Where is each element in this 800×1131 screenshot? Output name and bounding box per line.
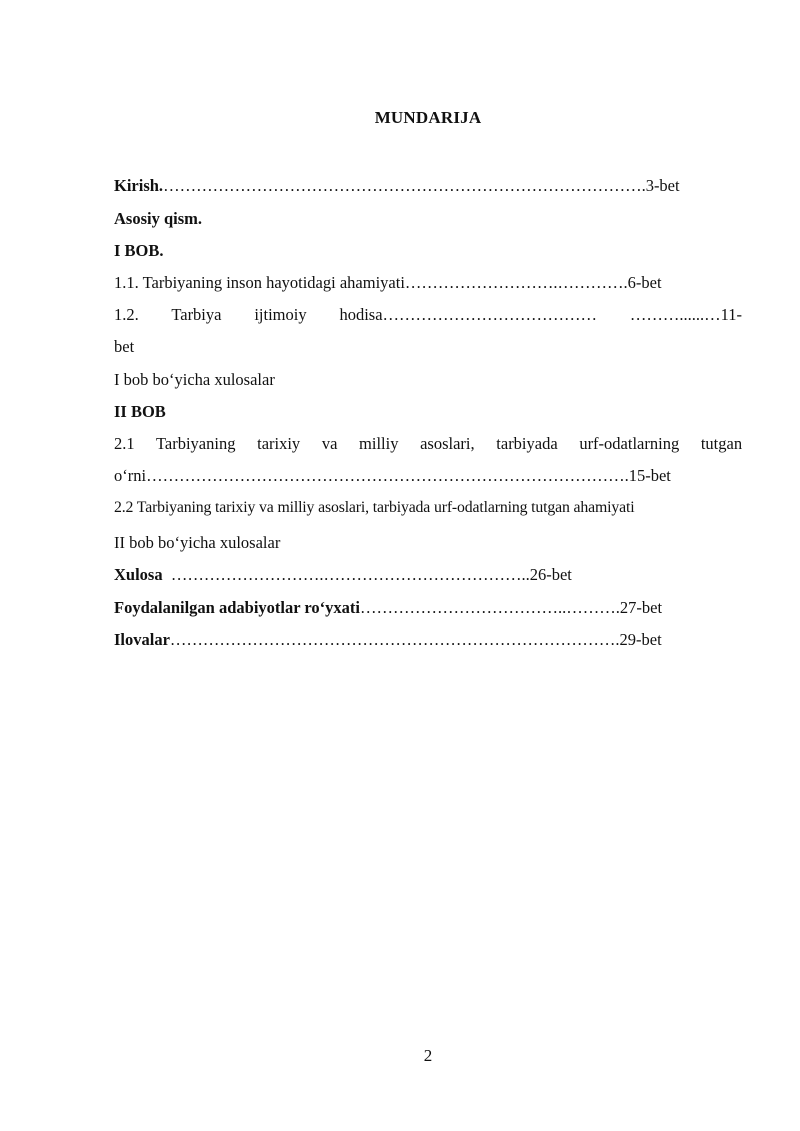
toc-entry-ilovalar (114, 630, 742, 650)
toc-word: va (321, 434, 338, 453)
toc-entry-2-1 (114, 434, 742, 454)
toc-leader-kirish: ……………………………………………………………………………. (163, 176, 646, 195)
page-number: 2 (423, 1046, 433, 1065)
toc-leader-1-1: ……………………….…………. (404, 273, 628, 292)
toc-text-1-1: 1.1. Tarbiyaning inson hayotidagi ahamiyati (114, 273, 405, 292)
toc-page-1-1: 6-bet (627, 273, 662, 292)
toc-entry-1-1 (114, 273, 742, 293)
toc-label-xulosa: Xulosa (114, 565, 163, 584)
toc-word: tarixiy (257, 434, 301, 453)
toc-label-adabiyotlar: Foydalanilgan adabiyotlar ro‘yxati (114, 598, 361, 617)
toc-word: 2.1 (114, 434, 135, 453)
toc-label-ilovalar: Ilovalar (114, 630, 170, 649)
toc-word: 1.2. (114, 305, 139, 324)
toc-text-2-1-cont: o‘rni (114, 466, 147, 485)
toc-word: ijtimoiy (254, 305, 307, 324)
toc-page-xulosa: 26-bet (529, 565, 572, 584)
toc-page-adabiyotlar: 27-bet (619, 598, 663, 617)
toc-word: tutgan (700, 434, 743, 453)
toc-continuation-2-1 (114, 466, 742, 486)
toc-leader-ilovalar: ………………………………………………………………………. (169, 630, 620, 649)
toc-word: ………......…11- (629, 305, 743, 324)
toc-entry-2-2: 2.2 Tarbiyaning tarixiy va milliy asoslari, tarbiyada urf-odatlarning tutgan ahamiyati (114, 499, 635, 516)
toc-entry-bob1-conclusion: I bob bo‘yicha xulosalar (114, 370, 275, 389)
toc-word: Tarbiyaning (155, 434, 236, 453)
toc-page-kirish: 3-bet (645, 176, 680, 195)
toc-entry-xulosa (114, 565, 742, 585)
toc-heading-asosiy: Asosiy qism. (114, 209, 203, 228)
toc-entry-bob2-conclusion: II bob bo‘yicha xulosalar (114, 533, 281, 552)
toc-word: Tarbiya (171, 305, 222, 324)
toc-heading-bob2: II BOB (114, 402, 166, 421)
page-title: MUNDARIJA (374, 108, 482, 127)
toc-heading-bob1: I BOB. (114, 241, 164, 260)
toc-entry-adabiyotlar (114, 598, 742, 618)
toc-word: urf-odatlarning (579, 434, 680, 453)
toc-page-2-1: 15-bet (628, 466, 671, 485)
toc-label-kirish: Kirish. (114, 176, 164, 195)
toc-entry-kirish (114, 176, 742, 196)
toc-word: hodisa………………………………… (339, 305, 598, 324)
toc-continuation-1-2: bet (114, 337, 135, 356)
toc-word: asoslari, (420, 434, 475, 453)
toc-page-ilovalar: 29-bet (619, 630, 662, 649)
toc-leader-xulosa: ……………………….……………………………….. (170, 565, 530, 584)
toc-entry-1-2 (114, 305, 742, 325)
toc-leader-adabiyotlar: ………………………………..………. (360, 598, 620, 617)
toc-word: tarbiyada (496, 434, 558, 453)
toc-leader-2-1: ……………………………………………………………………………. (146, 466, 629, 485)
toc-word: milliy (359, 434, 399, 453)
